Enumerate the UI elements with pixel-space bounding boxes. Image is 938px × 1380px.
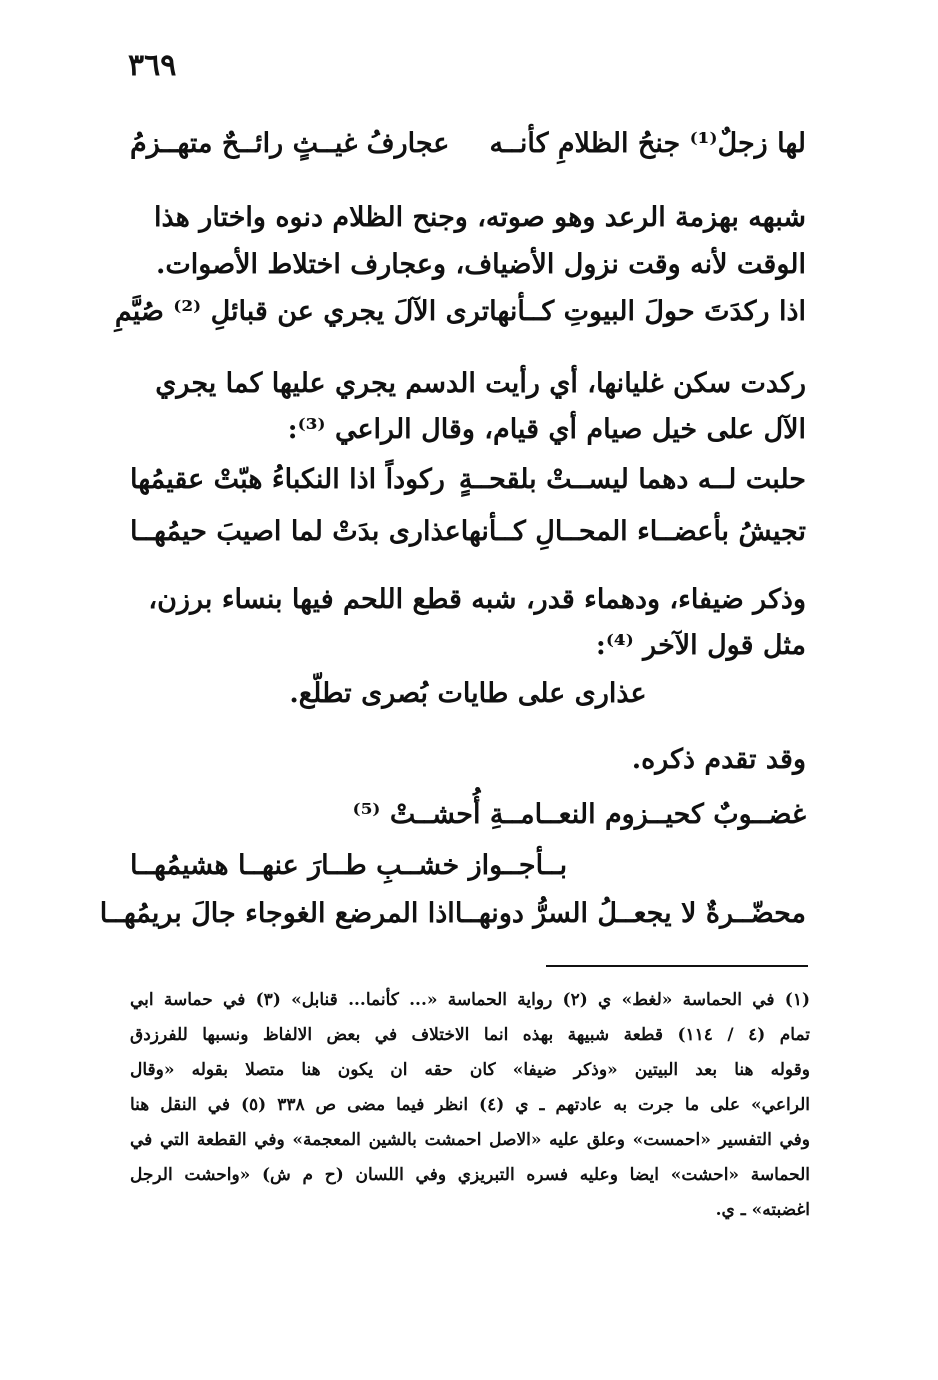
verse-hemistich-right: لها زجلٌ⁽¹⁾ جنحُ الظلامِ كأنــه (489, 128, 806, 159)
verse-line: غضــوبٌ كحيــزوم النعــامــةِ أُحشــتْ ⁽⁵⁾ (352, 799, 806, 830)
footnote-line: وقوله هنا بعد البيتين «وذكر ضيفا» كان حقه ان يكون هنا متصلا بقوله «وقال (130, 1060, 810, 1080)
footnote-line: تمام (٤ / ١١٤) قطعة شبيهة بهذه انما الاختلاف في بعض الالفاظ ونسبها للفرزدق (130, 1025, 811, 1045)
paragraph-line: الآل على خيل صيام أي قيام، وقال الراعي ⁽³⁾: (287, 414, 806, 445)
verse-line (130, 460, 806, 500)
verse-hemistich-right: تجيشُ بأعضــاء المحــالِ كــأنها (460, 516, 806, 547)
paragraph-line: وذكر ضيفاء، ودهماء قدر، شبه قطع اللحم فيها بنساء برزن، (148, 584, 806, 615)
paragraph-line: ركدت سكن غليانها، أي رأيت الدسم يجري عليها كما يجري (155, 368, 806, 399)
footnote-line: (١) في الحماسة «لغط» ي (٢) رواية الحماسة «... كأنما... قنابل» (٣) في حماسة ابي (130, 990, 810, 1010)
footnote-line: اغضبته» ـ ي. (715, 1200, 810, 1220)
verse-line (99, 894, 806, 934)
verse-hemistich-left: ترى الآلَ يجري عن قبائلِ ⁽²⁾ صُيَّمِ (114, 296, 490, 327)
verse-hemistich-right: اذا ركدَتَ حولَ البيوتِ كــأنها (489, 296, 806, 327)
verse-line: بــأجــواز خشــبِ طــارَ عنهــا هشيمُهــا (130, 850, 568, 881)
quoted-verse: عذارى على طايات بُصرى تطلّع. (289, 678, 647, 709)
verse-hemistich-right: محضّــرةٌ لا يجعــلُ السرُّ دونهــا (454, 898, 806, 929)
paragraph-line: شبهه بهزمة الرعد وهو صوته، وجنح الظلام دنوه واختار هذا (154, 202, 806, 233)
footnote-line: الراعي» على ما جرت به عادتهم ـ ي (٤) انظر فيما مضى ص ٣٣٨ (٥) في النقل هنا (130, 1095, 810, 1115)
footnote-line: وفي التفسير «احمست» وعلق عليه «الاصل احمشت بالشين المعجمة» وفي القطعة التي في (130, 1130, 810, 1150)
verse-hemistich-left: ركوداً اذا النكباءُ هبّتْ عقيمُها (130, 464, 445, 495)
verse-hemistich-left: عجارفُ غيــثٍ رائــحٌ متهــزمُ (130, 128, 450, 159)
verse-line (130, 512, 806, 552)
verse-line (130, 124, 806, 164)
paragraph-line: وقد تقدم ذكره. (631, 744, 806, 775)
footnote-line: الحماسة «احشت» ايضا وعليه فسره التبريزي وفي اللسان (ح م ش) «واحشت الرجل (130, 1165, 810, 1185)
paragraph-line: الوقت لأنه وقت نزول الأضياف، وعجارف اختلاط الأصوات. (155, 249, 806, 280)
paragraph-line: مثل قول الآخر ⁽⁴⁾: (595, 630, 806, 661)
verse-hemistich-left: اذا المرضع الغوجاء جالَ بريمُهــا (99, 898, 455, 929)
verse-line (114, 292, 806, 332)
verse-hemistich-left: عذارى بدَتْ لما اصيبَ حيمُهــا (130, 516, 461, 547)
verse-hemistich-right: حلبت لــه دهما ليســتْ بلقحــةٍ (458, 464, 806, 495)
footnote-rule (546, 965, 808, 967)
page-number: ٣٦٩ (128, 48, 177, 83)
